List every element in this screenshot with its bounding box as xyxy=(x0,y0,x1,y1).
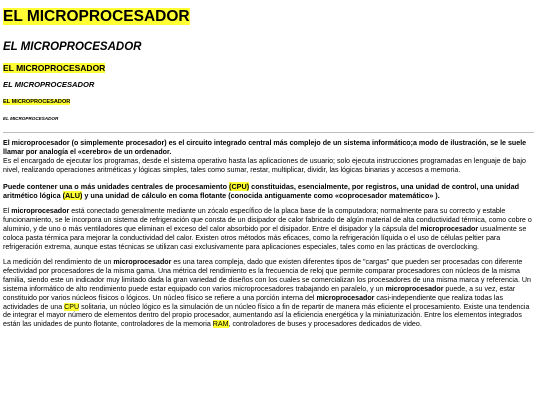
cooling-bold-1: microprocesador xyxy=(11,207,70,216)
components-text-a: Puede contener una o más unidades centrales de procesamiento xyxy=(3,181,230,191)
alu-highlight: (ALU) xyxy=(62,190,83,200)
heading-level-5-text: EL MICROPROCESADOR xyxy=(3,99,71,105)
cpu-highlight: (CPU) xyxy=(229,181,250,191)
ram-highlight: RAM xyxy=(212,320,229,329)
heading-level-1-text: EL MICROPROCESADOR xyxy=(3,8,190,25)
performance-bold-1: microprocesador xyxy=(113,257,172,266)
divider xyxy=(3,132,534,133)
performance-text-d: puede, a su vez, estar constituido por varios núcleos físicos o lógicos. Un núcleo físico se refiere a una porción interna del xyxy=(3,284,516,302)
cooling-text-c: está conectado generalmente mediante un zócalo específico de la placa base de la computadora; normalmente para su correcto y estable funcionamiento, se le incorpora un sistema de refrigeración que consta de un disipador de calor fabricado de algún material de alta conductividad térmica, como cobre o aluminio, y de uno o más ventiladores que eliminan el exceso del calor absorbido por el disipador. Entre el disipador y la cápsula del xyxy=(3,207,532,234)
cooling-text-a: El xyxy=(3,207,12,216)
heading-level-3-text: EL MICROPROCESADOR xyxy=(3,63,106,73)
performance-text-f: solitaria, un núcleo lógico es la simulación de un núcleo físico a fin de repartir de manera más eficiente el procesamiento. Existe una tendencia de integrar el mayor número de elementos dentro del propio procesador, aumentando así la eficiencia energética y la miniaturización. Entre los elementos integrados están las unidades de punto flotante, controladores de la memoria xyxy=(3,302,530,329)
definition-bold-text: El microprocesador (o simplemente procesador) es el circuito integrado central más complejo de un sistema informático;a modo de ilustración, se le suele llamar por analogía el «cerebro» de un ordenador. xyxy=(3,139,527,156)
definition-text: Es el encargado de ejecutar los programas, desde el sistema operativo hasta las aplicaciones de usuario; solo ejecuta instrucciones programadas en lenguaje de bajo nivel, realizando operaciones aritméticas y lógicas simples, tales como sumar, restar, multiplicar, dividir, las lógicas binarias y accesos a memoria. xyxy=(3,156,526,174)
heading-level-6: EL MICROPROCESADOR xyxy=(3,116,59,121)
paragraph-definition xyxy=(3,139,534,175)
heading-level-4: EL MICROPROCESADOR xyxy=(3,80,95,89)
heading-level-2: EL MICROPROCESADOR xyxy=(3,41,142,53)
heading-level-3 xyxy=(3,63,534,74)
performance-bold-3: microprocesador xyxy=(316,293,375,302)
cooling-bold-2: microprocesador xyxy=(420,225,479,234)
heading-level-5 xyxy=(3,98,534,106)
cooling-text-d: usualmente se coloca pasta térmica para mejorar la conductividad del calor. Existen otros métodos más eficaces, como la refrigeración líquida o el uso de células peltier para refrigeración extrema, aunque estas técnicas se utilizan casi exclusivamente para aplicaciones especiales, tales como en las prácticas de overclocking. xyxy=(3,225,527,252)
heading-level-1 xyxy=(3,7,534,26)
performance-text-c: es una tarea compleja, dado que existen diferentes tipos de "cargas" que pueden ser procesadas con diferente efectividad por procesadores de la misma gama. Una métrica del rendimiento es la frecuencia de reloj que permite comparar procesadores con núcleos de la misma familia, siendo este un indicador muy limitado dada la gran variedad de diseños con los cuales se comercializan los procesadores de una misma marca y referencia. Un sistema informático de alto rendimiento puede estar equipado con varios microprocesadores trabajando en paralelo, y un xyxy=(3,257,531,293)
components-text-b: constituidas, esencialmente, por registros, una unidad de control, una unidad aritmético lógica xyxy=(3,181,520,200)
performance-bold-2: microprocesador xyxy=(385,284,444,293)
paragraph-components xyxy=(3,183,534,201)
performance-text-a: La medición del rendimiento de un xyxy=(3,257,114,266)
paragraph-cooling xyxy=(3,207,534,252)
cpu-highlight-2: CPU xyxy=(64,302,80,311)
components-text-c: y una unidad de cálculo en coma flotante (conocida antiguamente como «coprocesador matemático» ). xyxy=(82,190,440,200)
performance-text-e: casi-independiente que realiza todas las actividades de una xyxy=(3,293,503,311)
performance-text-g: , controladores de buses y procesadores dedicados de video. xyxy=(228,320,422,329)
paragraph-performance xyxy=(3,258,534,329)
